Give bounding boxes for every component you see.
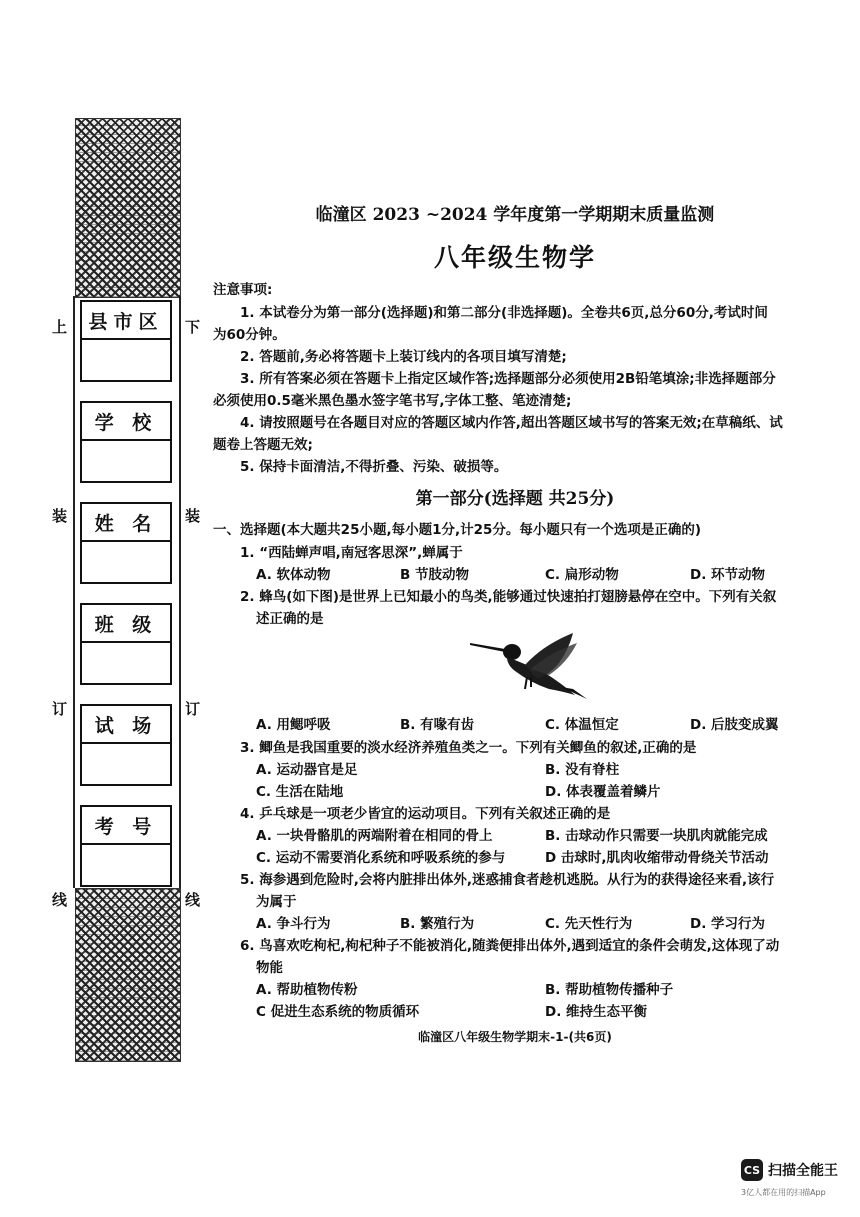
- notice-line: 4. 请按照题号在各题目对应的答题区域内作答,超出答题区域书写的答案无效;在草稿纸、试: [240, 415, 783, 431]
- option-a[interactable]: A. 一块骨骼肌的两端附着在相同的骨上: [256, 828, 493, 844]
- binding-pattern-top: [75, 118, 181, 298]
- option-c[interactable]: C. 生活在陆地: [256, 784, 344, 800]
- option-a[interactable]: A. 软体动物: [256, 567, 331, 583]
- binding-mark-right: 下: [185, 318, 201, 336]
- field-label: 班 级: [82, 605, 170, 643]
- question-stem: 5. 海参遇到危险时,会将内脏排出体外,迷惑捕食者趁机逃脱。从行为的获得途径来看,该行: [240, 872, 775, 888]
- notice-heading: 注意事项:: [213, 282, 273, 298]
- notice-line: 1. 本试卷分为第一部分(选择题)和第二部分(非选择题)。全卷共6页,总分60分,考试时间: [240, 305, 768, 321]
- option-c[interactable]: C 促进生态系统的物质循环: [256, 1004, 420, 1020]
- field-label: 姓 名: [82, 504, 170, 542]
- field-exam-room[interactable]: [80, 704, 172, 786]
- binding-mark-right: 装: [185, 507, 201, 525]
- field-class[interactable]: [80, 603, 172, 685]
- option-b[interactable]: B. 帮助植物传播种子: [545, 982, 674, 998]
- field-label: 县市区: [82, 302, 170, 340]
- option-b[interactable]: B. 击球动作只需要一块肌肉就能完成: [545, 828, 768, 844]
- option-d[interactable]: D. 学习行为: [690, 916, 766, 932]
- field-name[interactable]: [80, 502, 172, 584]
- question-stem: 2. 蜂鸟(如下图)是世界上已知最小的鸟类,能够通过快速拍打翅膀悬停在空中。下列有关叙: [240, 589, 777, 605]
- option-b[interactable]: B. 繁殖行为: [400, 916, 475, 932]
- option-a[interactable]: A. 用鳃呼吸: [256, 717, 331, 733]
- notice-line: 3. 所有答案必须在答题卡上指定区域作答;选择题部分必须使用2B铅笔填涂;非选择题部分: [240, 371, 776, 387]
- option-d[interactable]: D. 维持生态平衡: [545, 1004, 648, 1020]
- field-label: 学 校: [82, 403, 170, 441]
- hummingbird-image: [465, 625, 590, 703]
- question-stem: 述正确的是: [256, 611, 324, 627]
- field-county[interactable]: [80, 300, 172, 382]
- binding-mark-left: 订: [52, 700, 68, 718]
- question-stem: 为属于: [256, 894, 297, 910]
- binding-mark-left: 线: [52, 891, 68, 909]
- option-c[interactable]: C. 体温恒定: [545, 717, 619, 733]
- part1-heading: 第一部分(选择题 共25分): [415, 489, 615, 509]
- option-c[interactable]: C. 先天性行为: [545, 916, 633, 932]
- option-d[interactable]: D. 环节动物: [690, 567, 766, 583]
- subject-title: 八年级生物学: [433, 243, 596, 272]
- binding-mark-right: 线: [185, 891, 201, 909]
- notice-line: 2. 答题前,务必将答题卡上装订线内的各项目填写清楚;: [240, 349, 567, 365]
- section-heading: 一、选择题(本大题共25小题,每小题1分,计25分。每小题只有一个选项是正确的): [213, 522, 702, 538]
- notice-line: 为60分钟。: [213, 327, 286, 343]
- camscanner-tagline: 3亿人都在用的扫描App: [741, 1188, 826, 1197]
- binding-mark-left: 装: [52, 507, 68, 525]
- binding-mark-left: 上: [52, 318, 68, 336]
- option-b[interactable]: B. 没有脊柱: [545, 762, 620, 778]
- notice-line: 必须使用0.5毫米黑色墨水签字笔书写,字体工整、笔迹清楚;: [213, 393, 572, 409]
- camscanner-name: 扫描全能王: [768, 1163, 838, 1179]
- camscanner-logo: CS: [741, 1159, 763, 1181]
- question-stem: 6. 鸟喜欢吃枸杞,枸杞种子不能被消化,随粪便排出体外,遇到适宜的条件会萌发,这体现了动: [240, 938, 780, 954]
- option-a[interactable]: A. 帮助植物传粉: [256, 982, 358, 998]
- option-a[interactable]: A. 争斗行为: [256, 916, 331, 932]
- binding-mark-right: 订: [185, 700, 201, 718]
- binding-line-left: [73, 296, 75, 888]
- page-footer: 临潼区八年级生物学期末-1-(共6页): [418, 1030, 612, 1044]
- option-c[interactable]: C. 运动不需要消化系统和呼吸系统的参与: [256, 850, 506, 866]
- binding-line-right: [179, 296, 181, 888]
- notice-line: 5. 保持卡面清洁,不得折叠、污染、破损等。: [240, 459, 508, 475]
- binding-pattern-bottom: [75, 888, 181, 1062]
- field-label: 考 号: [82, 807, 170, 845]
- field-school[interactable]: [80, 401, 172, 483]
- field-label: 试 场: [82, 706, 170, 744]
- question-stem: 物能: [256, 960, 283, 976]
- question-stem: 4. 乒乓球是一项老少皆宜的运动项目。下列有关叙述正确的是: [240, 806, 611, 822]
- option-d[interactable]: D. 后肢变成翼: [690, 717, 779, 733]
- notice-line: 题卷上答题无效;: [213, 437, 313, 453]
- option-d[interactable]: D. 体表覆盖着鳞片: [545, 784, 661, 800]
- question-stem: 3. 鲫鱼是我国重要的淡水经济养殖鱼类之一。下列有关鲫鱼的叙述,正确的是: [240, 740, 697, 756]
- option-b[interactable]: B 节肢动物: [400, 567, 469, 583]
- option-c[interactable]: C. 扁形动物: [545, 567, 619, 583]
- option-d[interactable]: D 击球时,肌肉收缩带动骨绕关节活动: [545, 850, 769, 866]
- option-b[interactable]: B. 有喙有齿: [400, 717, 475, 733]
- option-a[interactable]: A. 运动器官是足: [256, 762, 358, 778]
- exam-title: 临潼区 2023 ~2024 学年度第一学期期末质量监测: [315, 205, 715, 225]
- question-stem: 1. “西陆蝉声唱,南冠客思深”,蝉属于: [240, 545, 463, 561]
- field-exam-number[interactable]: [80, 805, 172, 887]
